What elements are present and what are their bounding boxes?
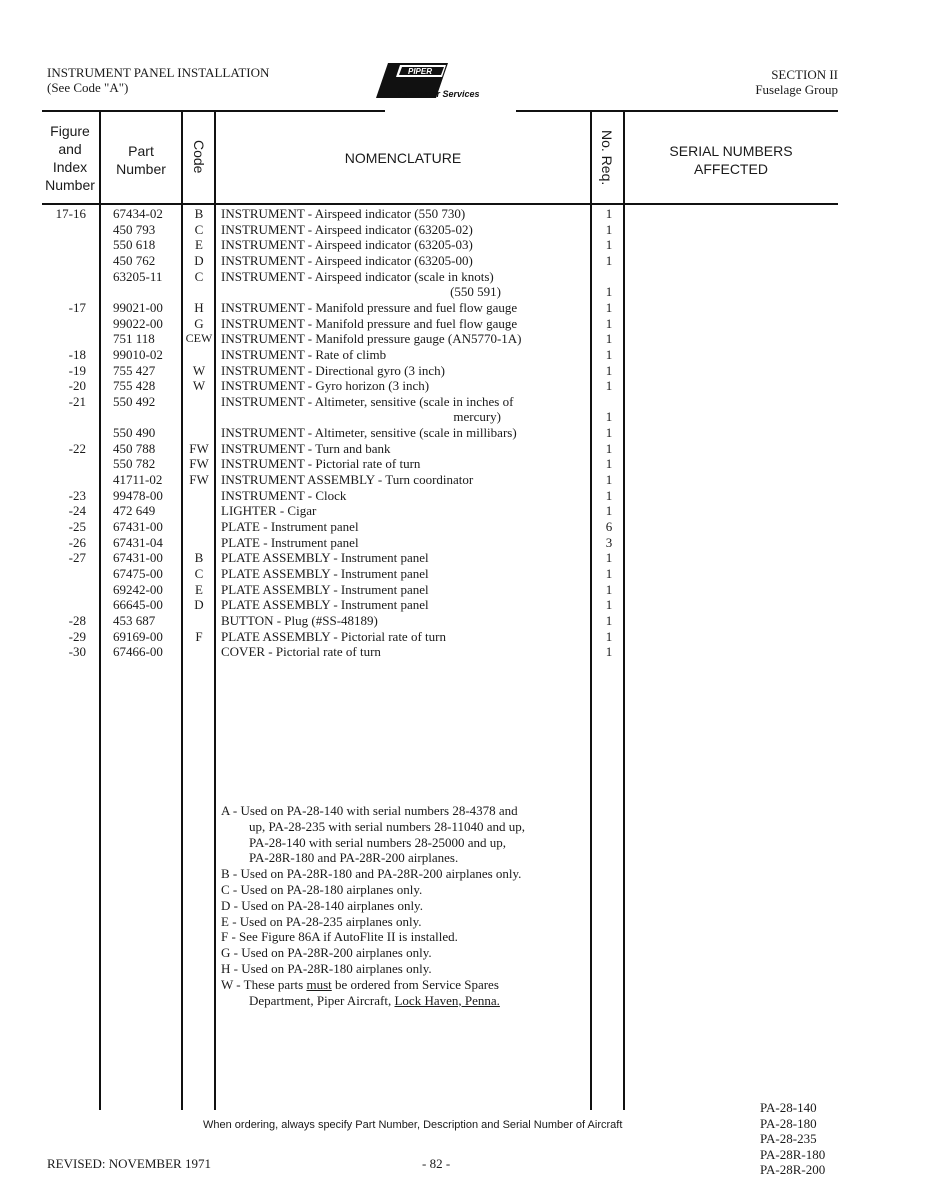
- quantity-cell: 1: [605, 299, 613, 315]
- part-number-cell: 450 793: [113, 221, 156, 237]
- note-w-location: Lock Haven, Penna.: [394, 992, 500, 1008]
- part-number-cell: 453 687: [113, 612, 156, 628]
- quantity-cell: 1: [605, 409, 613, 425]
- table-row: [0, 550, 928, 566]
- table-row: [0, 582, 928, 598]
- nomenclature-cell: INSTRUMENT - Turn and bank: [221, 440, 391, 456]
- serial-column-header: [625, 142, 837, 178]
- document-title: INSTRUMENT PANEL INSTALLATION: [47, 65, 270, 80]
- quantity-cell: 1: [605, 487, 613, 503]
- table-row: [0, 316, 928, 332]
- quantity-cell: 1: [605, 612, 613, 628]
- part-number-cell: 99478-00: [113, 487, 163, 503]
- quantity-cell: 1: [605, 206, 613, 221]
- nomenclature-cell: INSTRUMENT - Directional gyro (3 inch): [221, 362, 445, 378]
- table-row: [0, 456, 928, 472]
- part-number-cell: 99022-00: [113, 315, 163, 331]
- note-w-text: W - These parts: [221, 976, 307, 992]
- code-cell: B: [194, 550, 204, 566]
- document-subtitle: (See Code "A"): [47, 80, 129, 95]
- table-row: [0, 206, 928, 222]
- code-cell: D: [194, 252, 204, 268]
- table-row: [0, 472, 928, 488]
- serial-header-line: AFFECTED: [694, 161, 768, 177]
- quantity-cell: 1: [605, 581, 613, 597]
- part-header-line: Number: [116, 161, 166, 177]
- table-row: [0, 237, 928, 253]
- table-row: [0, 566, 928, 582]
- model-item: PA-28-180: [760, 1115, 817, 1131]
- nomenclature-cell: LIGHTER - Cigar: [221, 503, 317, 519]
- model-list: [760, 1100, 825, 1178]
- nomenclature-cell: mercury): [453, 409, 501, 425]
- nomenclature-cell: PLATE - Instrument panel: [221, 534, 359, 550]
- table-row: [0, 284, 928, 300]
- note-a-cont: up, PA-28-235 with serial numbers 28-11040 and up,: [249, 818, 525, 834]
- quantity-cell: 1: [605, 315, 613, 331]
- part-number-cell: 67431-00: [113, 550, 163, 566]
- ordering-instruction: When ordering, always specify Part Number, Description and Serial Number of Aircraft: [203, 1119, 623, 1131]
- table-row: [0, 644, 928, 660]
- note-w-text: Department, Piper Aircraft,: [249, 992, 395, 1008]
- code-cell: W: [192, 362, 206, 378]
- quantity-cell: 1: [605, 644, 613, 660]
- quantity-cell: 3: [605, 534, 613, 550]
- part-number-cell: 550 782: [113, 456, 156, 472]
- figure-index-cell: -26: [68, 534, 86, 550]
- part-number-cell: 550 492: [113, 393, 156, 409]
- figure-index-cell: -18: [68, 346, 86, 362]
- figure-header-line: and: [58, 141, 82, 157]
- quantity-cell: 1: [605, 331, 613, 347]
- part-number-cell: 67434-02: [113, 206, 163, 221]
- figure-header-line: Number: [45, 177, 95, 193]
- table-row: [0, 300, 928, 316]
- table-row: [0, 488, 928, 504]
- code-cell: FW: [189, 440, 209, 456]
- nomenclature-cell: INSTRUMENT - Manifold pressure and fuel flow gauge: [221, 315, 518, 331]
- logo-tagline: Customer Services: [398, 89, 480, 99]
- nomenclature-cell: PLATE ASSEMBLY - Instrument panel: [221, 550, 429, 566]
- part-column-header: [100, 142, 182, 178]
- nomenclature-cell: INSTRUMENT - Airspeed indicator (63205-02): [221, 221, 473, 237]
- code-cell: C: [194, 268, 204, 284]
- part-number-cell: 63205-11: [113, 268, 163, 284]
- quantity-cell: 1: [605, 550, 613, 566]
- table-row: [0, 331, 928, 347]
- nomenclature-cell: PLATE ASSEMBLY - Pictorial rate of turn: [221, 628, 446, 644]
- figure-index-cell: -25: [68, 519, 86, 534]
- quantity-cell: 1: [605, 628, 613, 644]
- qty-column-header: No. Req.: [599, 130, 615, 186]
- note-g: G - Used on PA-28R-200 airplanes only.: [221, 945, 432, 961]
- part-number-cell: 550 618: [113, 237, 156, 253]
- nomenclature-cell: (550 591): [450, 284, 501, 300]
- model-item: PA-28R-180: [760, 1146, 826, 1162]
- nomenclature-cell: PLATE - Instrument panel: [221, 519, 359, 534]
- serial-header-line: SERIAL NUMBERS: [669, 143, 793, 159]
- code-cell: D: [194, 597, 204, 613]
- note-w: [221, 977, 525, 993]
- note-c: C - Used on PA-28-180 airplanes only.: [221, 881, 423, 897]
- figure-index-cell: -17: [68, 299, 86, 315]
- table-row: [0, 629, 928, 645]
- nomenclature-cell: COVER - Pictorial rate of turn: [221, 644, 381, 660]
- nomenclature-cell: INSTRUMENT - Airspeed indicator (63205-03): [221, 237, 473, 253]
- note-w-emphasis: must: [306, 976, 332, 992]
- quantity-cell: 1: [605, 378, 613, 394]
- quantity-cell: 1: [605, 221, 613, 237]
- quantity-cell: 1: [605, 456, 613, 472]
- nomenclature-cell: INSTRUMENT - Airspeed indicator (scale in knots): [221, 268, 494, 284]
- code-notes: [221, 803, 525, 1008]
- code-cell: FW: [189, 456, 209, 472]
- model-item: PA-28-235: [760, 1131, 817, 1147]
- quantity-cell: 1: [605, 362, 613, 378]
- figure-index-cell: 17-16: [55, 206, 86, 221]
- quantity-cell: 1: [605, 346, 613, 362]
- header-rule: [42, 203, 838, 205]
- figure-index-cell: -21: [68, 393, 86, 409]
- figure-column-header: [42, 122, 98, 194]
- quantity-cell: 1: [605, 565, 613, 581]
- nomenclature-cell: INSTRUMENT - Altimeter, sensitive (scale in inches of: [221, 393, 514, 409]
- quantity-cell: 1: [605, 284, 613, 300]
- quantity-cell: 1: [605, 237, 613, 253]
- code-cell: C: [194, 221, 204, 237]
- quantity-cell: 6: [605, 519, 613, 534]
- figure-index-cell: -29: [68, 628, 86, 644]
- code-cell: FW: [189, 472, 209, 488]
- nomenclature-cell: INSTRUMENT - Airspeed indicator (550 730): [221, 206, 466, 221]
- table-row: [0, 597, 928, 613]
- part-number-cell: 99010-02: [113, 346, 163, 362]
- note-h: H - Used on PA-28R-180 airplanes only.: [221, 960, 432, 976]
- nomenclature-cell: PLATE ASSEMBLY - Instrument panel: [221, 581, 429, 597]
- table-row: [0, 519, 928, 535]
- table-row: [0, 409, 928, 425]
- nomenclature-cell: INSTRUMENT - Airspeed indicator (63205-00): [221, 252, 473, 268]
- code-cell: H: [194, 299, 204, 315]
- figure-header-line: Index: [52, 159, 88, 175]
- part-number-cell: 450 788: [113, 440, 156, 456]
- section-label: SECTION II: [771, 67, 838, 82]
- part-number-cell: 450 762: [113, 252, 156, 268]
- piper-logo-mark: [376, 62, 506, 102]
- figure-index-cell: -27: [68, 550, 86, 566]
- code-cell: W: [192, 378, 206, 394]
- table-row: [0, 253, 928, 269]
- note-f: F - See Figure 86A if AutoFlite II is installed.: [221, 929, 458, 945]
- part-number-cell: 472 649: [113, 503, 156, 519]
- part-number-cell: 67431-00: [113, 519, 163, 534]
- nomenclature-cell: BUTTON - Plug (#SS-48189): [221, 612, 378, 628]
- code-cell: F: [195, 628, 203, 644]
- figure-index-cell: -19: [68, 362, 86, 378]
- nomenclature-cell: INSTRUMENT - Gyro horizon (3 inch): [221, 378, 430, 394]
- part-number-cell: 751 118: [113, 331, 155, 347]
- part-number-cell: 66645-00: [113, 597, 163, 613]
- quantity-cell: 1: [605, 425, 613, 441]
- note-a-cont: PA-28R-180 and PA-28R-200 airplanes.: [249, 850, 459, 866]
- figure-index-cell: -24: [68, 503, 86, 519]
- part-number-cell: 67466-00: [113, 644, 163, 660]
- part-number-cell: 69169-00: [113, 628, 163, 644]
- table-row: [0, 378, 928, 394]
- code-cell: E: [195, 237, 203, 253]
- nomenclature-cell: INSTRUMENT ASSEMBLY - Turn coordinator: [221, 472, 474, 488]
- table-row: [0, 394, 928, 410]
- quantity-cell: 1: [605, 472, 613, 488]
- nomenclature-cell: INSTRUMENT - Manifold pressure gauge (AN5770-1A): [221, 331, 522, 347]
- group-label: Fuselage Group: [755, 82, 838, 97]
- note-a-cont: PA-28-140 with serial numbers 28-25000 and up,: [249, 834, 506, 850]
- nomenclature-cell: INSTRUMENT - Pictorial rate of turn: [221, 456, 421, 472]
- quantity-cell: 1: [605, 252, 613, 268]
- note-b: B - Used on PA-28R-180 and PA-28R-200 airplanes only.: [221, 866, 522, 882]
- part-number-cell: 67475-00: [113, 565, 163, 581]
- part-number-cell: 69242-00: [113, 581, 163, 597]
- note-d: D - Used on PA-28-140 airplanes only.: [221, 897, 423, 913]
- table-row: [0, 363, 928, 379]
- table-row: [0, 425, 928, 441]
- figure-index-cell: -28: [68, 612, 86, 628]
- nomenclature-cell: INSTRUMENT - Rate of climb: [221, 346, 387, 362]
- code-cell: C: [194, 565, 204, 581]
- nomenclature-cell: INSTRUMENT - Clock: [221, 487, 347, 503]
- model-item: PA-28-140: [760, 1100, 817, 1115]
- table-row: [0, 269, 928, 285]
- figure-index-cell: -22: [68, 440, 86, 456]
- code-column-header: Code: [191, 140, 207, 174]
- code-cell: B: [194, 206, 204, 221]
- nomenclature-cell: PLATE ASSEMBLY - Instrument panel: [221, 565, 429, 581]
- part-header-line: Part: [128, 143, 154, 159]
- piper-logo: [376, 62, 506, 102]
- code-cell: G: [194, 315, 204, 331]
- table-row: [0, 535, 928, 551]
- part-number-cell: 67431-04: [113, 534, 163, 550]
- page-number: - 82 -: [422, 1156, 451, 1171]
- code-cell: CEW: [185, 331, 213, 346]
- nomenclature-column-header: NOMENCLATURE: [344, 150, 462, 166]
- note-w-text: be ordered from Service Spares: [331, 976, 499, 992]
- table-row: [0, 613, 928, 629]
- part-number-cell: 550 490: [113, 425, 156, 441]
- part-number-cell: 99021-00: [113, 299, 163, 315]
- table-row: [0, 347, 928, 363]
- top-rule-right: [516, 110, 838, 112]
- part-number-cell: 755 427: [113, 362, 156, 378]
- figure-index-cell: -20: [68, 378, 86, 394]
- note-e: E - Used on PA-28-235 airplanes only.: [221, 913, 422, 929]
- figure-index-cell: -23: [68, 487, 86, 503]
- table-row: [0, 222, 928, 238]
- quantity-cell: 1: [605, 503, 613, 519]
- model-item: PA-28R-200: [760, 1162, 826, 1178]
- logo-brand: PIPER: [407, 67, 433, 76]
- quantity-cell: 1: [605, 440, 613, 456]
- part-number-cell: 41711-02: [113, 472, 163, 488]
- note-w-cont: [221, 993, 525, 1009]
- quantity-cell: 1: [605, 597, 613, 613]
- table-row: [0, 503, 928, 519]
- code-cell: E: [195, 581, 203, 597]
- figure-index-cell: -30: [68, 644, 86, 660]
- nomenclature-cell: INSTRUMENT - Manifold pressure and fuel flow gauge: [221, 299, 518, 315]
- note-a: A - Used on PA-28-140 with serial numbers 28-4378 and: [221, 803, 518, 818]
- figure-header-line: Figure: [50, 123, 90, 139]
- nomenclature-cell: INSTRUMENT - Altimeter, sensitive (scale in millibars): [221, 425, 517, 441]
- revision-date: REVISED: NOVEMBER 1971: [47, 1156, 211, 1171]
- part-number-cell: 755 428: [113, 378, 156, 394]
- table-row: [0, 441, 928, 457]
- nomenclature-cell: PLATE ASSEMBLY - Instrument panel: [221, 597, 429, 613]
